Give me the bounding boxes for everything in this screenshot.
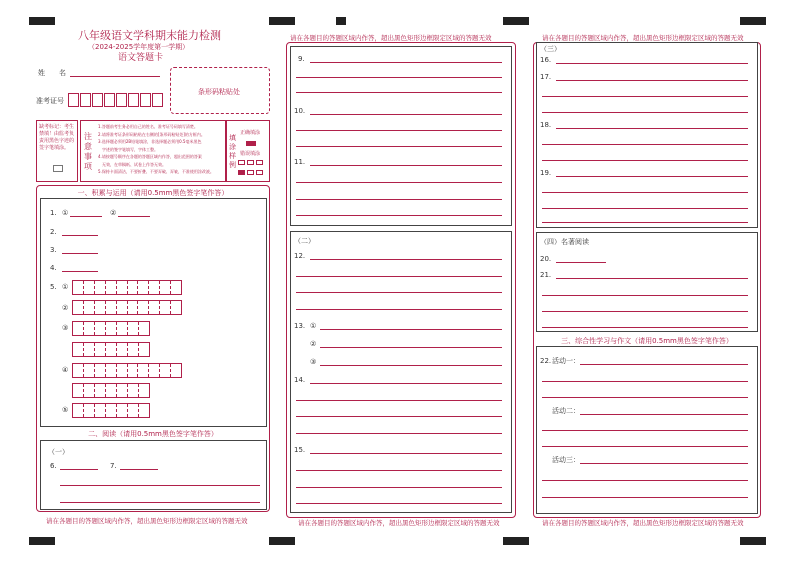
notice-label: 注意事项 [84, 132, 92, 171]
q8-answer-line[interactable] [60, 502, 260, 503]
q17-answer-line[interactable] [556, 80, 748, 81]
q5-c3-marker: ③ [62, 324, 69, 332]
q5-c2-grid[interactable] [72, 300, 182, 315]
q12-number: 12. [294, 252, 306, 260]
q13-1-answer-line[interactable] [320, 329, 502, 330]
q1-a-marker: ① [62, 209, 69, 217]
q5-c4-grid[interactable] [72, 363, 182, 378]
activity-3-label: 活动三： [552, 456, 580, 464]
section-2-title: 二、阅读（请用0.5mm黑色签字笔作答） [88, 430, 218, 438]
q9-number: 9. [298, 55, 305, 63]
q15-answer-line[interactable] [296, 503, 502, 504]
footer-warning: 请在各题目的答题区域内作答，超出黑色矩形边框限定区域的答题无效 [298, 519, 500, 527]
q19-answer-line[interactable] [542, 208, 748, 209]
activity-3-answer-line[interactable] [542, 497, 748, 498]
q20-answer-line[interactable] [556, 262, 606, 263]
q7-answer-line[interactable] [120, 469, 158, 470]
notice-line: 无效，在草稿纸、试卷上作答无效。 [98, 161, 166, 167]
q19-answer-line[interactable] [542, 222, 748, 223]
activity-1-answer-line[interactable] [542, 381, 748, 382]
q21-number: 21. [540, 271, 552, 279]
q15-answer-line[interactable] [310, 453, 502, 454]
q18-number: 18. [540, 121, 552, 129]
q15-number: 15. [294, 446, 306, 454]
registration-mark [29, 537, 55, 545]
registration-mark [503, 17, 529, 25]
fill-wrong-samples-2 [238, 170, 270, 176]
header-warning: 请在各题目的答题区域内作答，超出黑色矩形边框限定区域的答题无效 [542, 34, 744, 42]
q19-answer-line[interactable] [542, 192, 748, 193]
part-1-label: （一） [48, 448, 69, 456]
fill-correct-sample [246, 141, 256, 146]
q15-answer-line[interactable] [296, 470, 502, 471]
q5-c1-grid[interactable] [72, 280, 182, 295]
q11-answer-line[interactable] [296, 215, 502, 216]
absent-mark-checkbox[interactable] [53, 165, 63, 172]
q12-answer-line[interactable] [296, 276, 502, 277]
q5-c5-marker: ⑤ [62, 406, 69, 414]
q2-answer-line[interactable] [62, 235, 98, 236]
fill-wrong-label: 错误填涂 [240, 151, 261, 157]
q2-number: 2. [50, 228, 57, 236]
activity-3-answer-line[interactable] [542, 480, 748, 481]
q12-answer-line[interactable] [296, 292, 502, 293]
q17-answer-line[interactable] [542, 96, 748, 97]
q14-number: 14. [294, 376, 306, 384]
q6-number: 6. [50, 462, 57, 470]
footer-warning: 请在各题目的答题区域内作答，超出黑色矩形边框限定区域的答题无效 [542, 519, 744, 527]
activity-1-answer-line[interactable] [580, 364, 748, 365]
notice-line: 5.保持卡面清洁，不要折叠、不要弄破、弄皱，不准使用涂改液。 [98, 169, 214, 174]
q20-number: 20. [540, 255, 552, 263]
q1-b-answer-line[interactable] [118, 216, 150, 217]
q3-number: 3. [50, 246, 57, 254]
q21-answer-line[interactable] [556, 278, 748, 279]
activity-2-answer-line[interactable] [542, 430, 748, 431]
q13-number: 13. [294, 322, 306, 330]
part-4-label: （四）名著阅读 [540, 238, 589, 246]
q5-number: 5. [50, 283, 57, 291]
activity-1-label: 活动一： [552, 357, 580, 365]
q5-c3-grid-2[interactable] [72, 342, 150, 357]
section-3-title: 三、综合性学习与作文（请用0.5mm黑色签字笔作答） [561, 337, 733, 345]
registration-mark [269, 537, 295, 545]
name-label: 姓 名 [38, 69, 66, 77]
section-2-answer-area[interactable] [40, 440, 267, 510]
q10-answer-line[interactable] [296, 130, 502, 131]
notice-line: 1.答题前考生务必用自己的姓名、准考证号码填写清楚。 [98, 124, 198, 129]
activity-2-answer-line[interactable] [542, 446, 748, 447]
fill-wrong-samples [238, 160, 270, 166]
q5-c3-grid[interactable] [72, 321, 150, 336]
q1-b-marker: ② [110, 209, 117, 217]
part-2-label: （二） [294, 237, 315, 245]
q21-answer-line[interactable] [542, 327, 748, 328]
q13-2-marker: ② [310, 340, 317, 348]
q7-number: 7. [110, 462, 117, 470]
q18-answer-line[interactable] [556, 128, 748, 129]
q18-answer-line[interactable] [542, 160, 748, 161]
footer-warning: 请在各题目的答题区域内作答，超出黑色矩形边框限定区域的答题无效 [46, 517, 248, 525]
q14-answer-line[interactable] [296, 416, 502, 417]
q9-answer-line[interactable] [296, 77, 502, 78]
column-3-upper-area[interactable] [536, 42, 758, 228]
exam-no-boxes[interactable] [68, 93, 164, 107]
card-title: 语文答题卡 [118, 53, 164, 63]
page-title: 八年级语文学科期末能力检测 [78, 29, 221, 42]
activity-3-answer-line[interactable] [580, 463, 748, 464]
q5-c2-marker: ② [62, 304, 69, 312]
q14-answer-line[interactable] [310, 383, 502, 384]
exam-no-label: 准考证号 [36, 97, 64, 105]
activity-1-answer-line[interactable] [542, 397, 748, 398]
q13-2-answer-line[interactable] [320, 347, 502, 348]
notice-line: 4.请按题号顺序在各题的答题区域内作答，超出范围的答案 [98, 154, 202, 159]
registration-mark [740, 537, 766, 545]
q16-answer-line[interactable] [556, 63, 748, 64]
q15-answer-line[interactable] [296, 487, 502, 488]
q21-answer-line[interactable] [542, 295, 748, 296]
notice-line: 3.选择题必须用2B铅笔填涂，非选择题必须用0.5毫米黑色 [98, 139, 202, 144]
q10-answer-line[interactable] [296, 146, 502, 147]
q14-answer-line[interactable] [296, 433, 502, 434]
q19-answer-line[interactable] [556, 176, 748, 177]
q9-answer-line[interactable] [296, 92, 502, 93]
q5-c4-marker: ④ [62, 366, 69, 374]
absent-note: 缺考标记：考生禁填！由监考负责用黑色字迹的签字笔填涂。 [39, 124, 75, 151]
q13-3-answer-line[interactable] [320, 365, 502, 366]
registration-mark [269, 17, 295, 25]
header-warning: 请在各题目的答题区域内作答，超出黑色矩形边框限定区域的答题无效 [290, 34, 492, 42]
registration-mark [336, 17, 346, 25]
q5-c1-marker: ① [62, 283, 69, 291]
q12-answer-line[interactable] [310, 259, 502, 260]
q1-a-answer-line[interactable] [70, 216, 102, 217]
q6-answer-line[interactable] [60, 469, 98, 470]
q11-answer-line[interactable] [296, 182, 502, 183]
q17-number: 17. [540, 73, 552, 81]
section-1-title: 一、积累与运用（请用0.5mm黑色签字笔作答） [77, 189, 229, 197]
barcode-label: 条形码粘贴处 [198, 88, 240, 96]
q18-answer-line[interactable] [542, 144, 748, 145]
q8-answer-line[interactable] [60, 485, 260, 486]
q1-number: 1. [50, 209, 57, 217]
fill-correct-label: 正确填涂 [240, 130, 261, 136]
q21-answer-line[interactable] [542, 311, 748, 312]
q3-answer-line[interactable] [62, 253, 98, 254]
registration-mark [503, 537, 529, 545]
q16-number: 16. [540, 56, 552, 64]
q11-answer-line[interactable] [296, 199, 502, 200]
part-3-label: （三） [540, 45, 561, 53]
q4-answer-line[interactable] [62, 271, 98, 272]
q10-number: 10. [294, 107, 306, 115]
q10-answer-line[interactable] [310, 114, 502, 115]
q5-c4-grid-2[interactable] [72, 383, 150, 398]
activity-2-label: 活动二： [552, 407, 580, 415]
q9-answer-line[interactable] [310, 62, 502, 63]
q14-answer-line[interactable] [296, 400, 502, 401]
name-field[interactable] [70, 76, 160, 77]
activity-2-answer-line[interactable] [580, 414, 748, 415]
registration-mark [740, 17, 766, 25]
q4-number: 4. [50, 264, 57, 272]
notice-line: 字迹的签字笔填写，字体工整。 [98, 146, 158, 152]
q11-answer-line[interactable] [310, 165, 502, 166]
fill-sample-label: 填涂样例 [229, 134, 236, 169]
page-subtitle: （2024-2025学年度第一学期） [88, 43, 190, 51]
column-3-middle-area[interactable] [536, 232, 758, 332]
q13-1-marker: ① [310, 322, 317, 330]
notice-list [98, 123, 224, 176]
q13-3-marker: ③ [310, 358, 317, 366]
notice-line: 2.请将准考证条形码粘贴在右侧的[条形码粘贴处]的方框内。 [98, 131, 205, 137]
q22-number: 22. [540, 357, 552, 365]
q11-number: 11. [294, 158, 306, 166]
q17-answer-line[interactable] [542, 112, 748, 113]
q19-number: 19. [540, 169, 552, 177]
q12-answer-line[interactable] [296, 309, 502, 310]
registration-mark [29, 17, 55, 25]
q5-c5-grid[interactable] [72, 403, 150, 418]
